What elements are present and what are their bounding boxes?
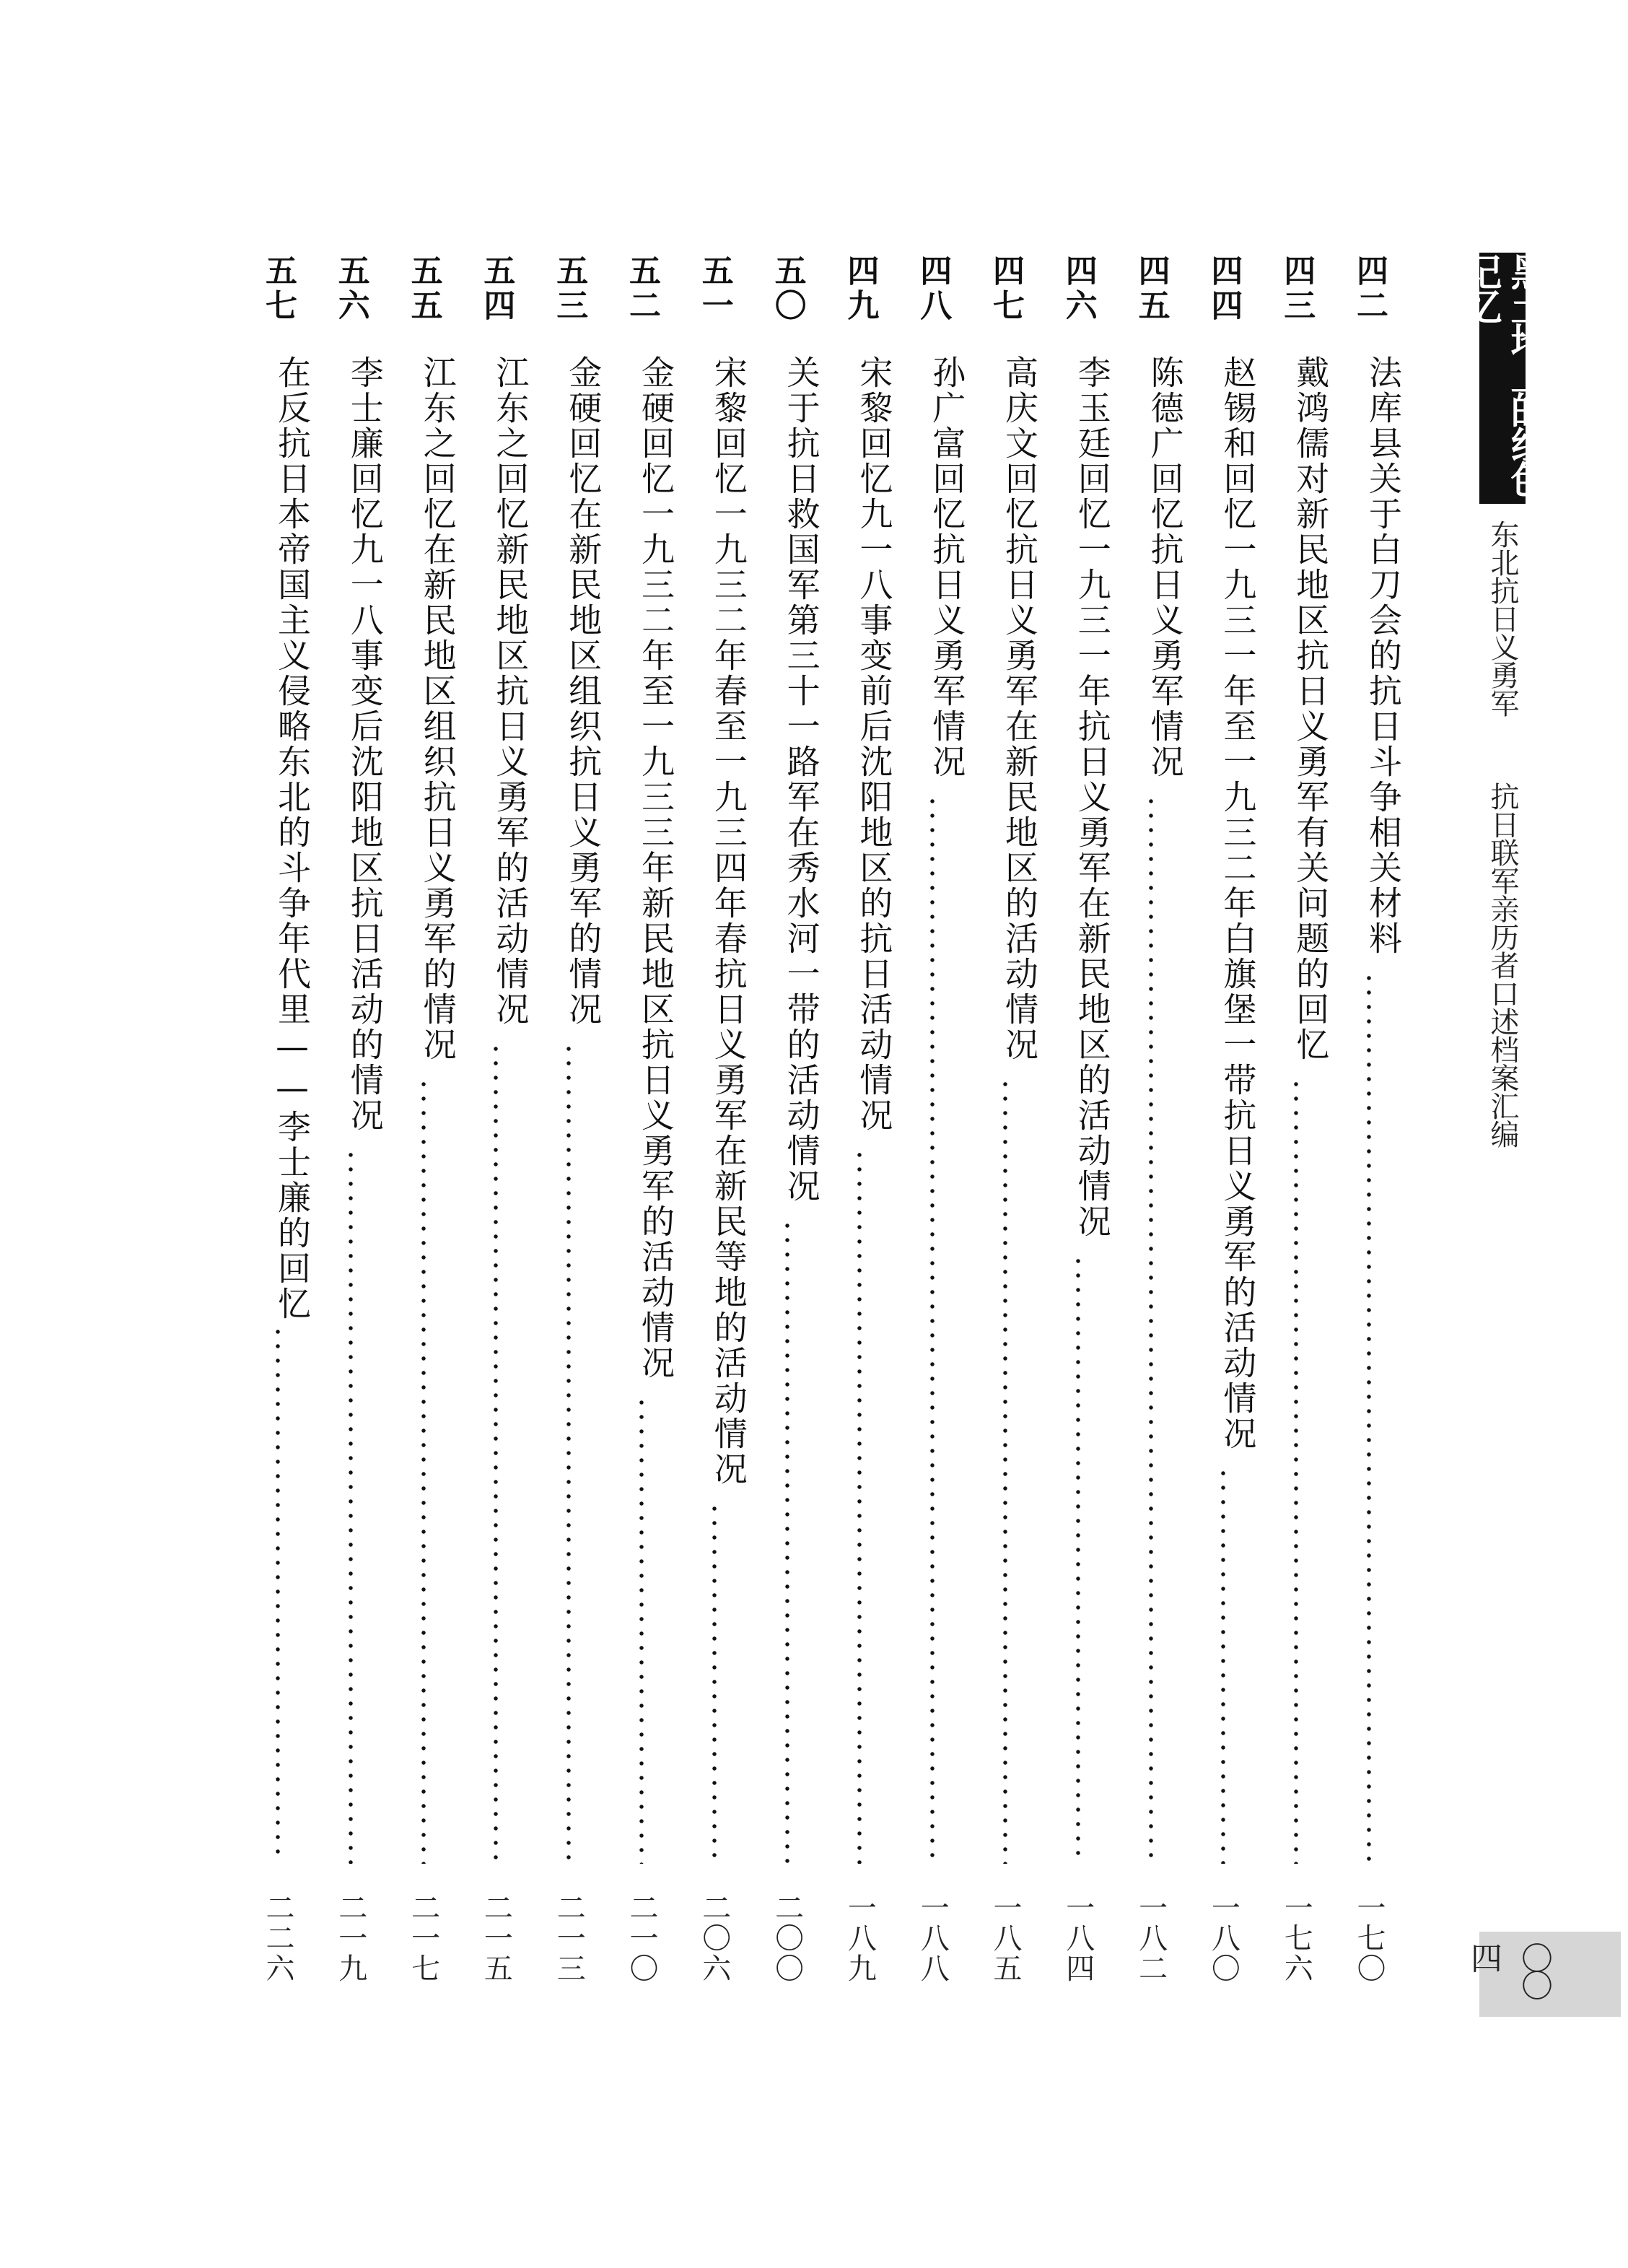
entry-page-number: 一八九 [843, 1893, 877, 1984]
entry-title: 江东之回忆新民地区抗日义勇军的活动情况 [491, 355, 530, 1027]
leader-dots [1075, 1254, 1082, 1864]
entry-number: 五一 [696, 254, 733, 323]
entry-number: 四四 [1205, 254, 1243, 323]
entry-title: 赵锡和回忆一九三一年至一九三二年白旗堡一带抗日义勇军的活动情况 [1218, 355, 1258, 1452]
toc-entry[interactable] [1336, 254, 1401, 2030]
entry-number: 五七 [260, 254, 297, 323]
toc-entry[interactable] [536, 254, 601, 2030]
entry-number: 四六 [1059, 254, 1097, 323]
running-header-subtitle: 东北抗日义勇军 抗日联军亲历者口述档案汇编 [1486, 520, 1519, 1148]
entry-page-number: 二〇〇 [770, 1893, 804, 1984]
leader-dots [274, 1325, 281, 1864]
toc-entry[interactable] [973, 254, 1038, 2030]
entry-page-number: 二二六 [261, 1893, 294, 1984]
entry-number: 五〇 [769, 254, 806, 323]
entry-number: 四八 [914, 254, 952, 323]
running-header-title: 黑土地上的红色记忆 [1479, 253, 1526, 504]
toc-entry[interactable] [609, 254, 674, 2030]
leader-dots [929, 794, 936, 1864]
entry-page-number: 二一五 [479, 1893, 513, 1984]
entry-page-number: 一七〇 [1352, 1893, 1386, 1984]
toc-entry[interactable] [1264, 254, 1329, 2030]
entry-number: 五三 [551, 254, 588, 323]
entry-title: 法库县关于白刀会的抗日斗争相关材料 [1364, 355, 1403, 956]
entry-title: 李玉廷回忆一九三一年抗日义勇军在新民地区的活动情况 [1072, 355, 1112, 1239]
entry-number: 四三 [1278, 254, 1316, 323]
leader-dots [638, 1395, 645, 1864]
entry-page-number: 二一九 [333, 1893, 367, 1984]
entry-title: 李士廉回忆九一八事变后沈阳地区抗日活动的情况 [345, 355, 385, 1133]
leader-dots [856, 1148, 863, 1864]
entry-title: 江东之回忆在新民地区组织抗日义勇军的情况 [418, 355, 458, 1063]
entry-page-number: 二一七 [406, 1893, 440, 1984]
entry-page-number: 一七六 [1279, 1893, 1313, 1984]
entry-number: 四七 [987, 254, 1024, 323]
leader-dots [565, 1042, 572, 1864]
toc-entry[interactable] [318, 254, 383, 2030]
entry-page-number: 一八五 [989, 1893, 1022, 1984]
entry-number: 五六 [332, 254, 369, 323]
toc-entry[interactable] [755, 254, 820, 2030]
leader-dots [492, 1042, 499, 1864]
leader-dots [1147, 794, 1155, 1864]
toc-entry[interactable] [1191, 254, 1256, 2030]
entry-page-number: 二一三 [552, 1893, 586, 1984]
entry-page-number: 一八八 [916, 1893, 950, 1984]
toc-entry[interactable] [682, 254, 747, 2030]
entry-number: 四五 [1132, 254, 1170, 323]
entry-number: 五二 [623, 254, 660, 323]
leader-dots [711, 1501, 718, 1864]
toc-entry[interactable] [1119, 254, 1183, 2030]
entry-page-number: 一八〇 [1207, 1893, 1240, 1984]
entry-title: 孙广富回忆抗日义勇军情况 [927, 355, 967, 780]
entry-page-number: 一八二 [1134, 1893, 1168, 1984]
entry-title: 金硬回忆在新民地区组织抗日义勇军的情况 [564, 355, 603, 1027]
entry-number: 四九 [841, 254, 879, 323]
leader-dots [1220, 1466, 1227, 1864]
leader-dots [1292, 1077, 1300, 1864]
page-number: 〇〇四 [1465, 1942, 1552, 1997]
toc-entry[interactable] [1046, 254, 1111, 2030]
entry-number: 五五 [405, 254, 442, 323]
entry-number: 四二 [1351, 254, 1388, 323]
entry-title: 宋黎回忆九一八事变前后沈阳地区的抗日活动情况 [854, 355, 894, 1133]
entry-title: 高庆文回忆抗日义勇军在新民地区的活动情况 [1000, 355, 1039, 1063]
leader-dots [1365, 971, 1373, 1864]
leader-dots [1002, 1077, 1009, 1864]
toc-entry[interactable] [827, 254, 892, 2030]
entry-title: 金硬回忆一九三二年至一九三三年新民地区抗日义勇军的活动情况 [636, 355, 675, 1381]
leader-dots [420, 1077, 427, 1864]
entry-title: 关于抗日救国军第三十一路军在秀水河一带的活动情况 [782, 355, 821, 1204]
leader-dots [347, 1148, 354, 1864]
toc-entry[interactable] [391, 254, 456, 2030]
entry-page-number: 一八四 [1061, 1893, 1095, 1984]
entry-page-number: 二一〇 [625, 1893, 658, 1984]
toc-entry[interactable] [245, 254, 310, 2030]
entry-number: 五四 [478, 254, 515, 323]
entry-title: 在反抗日本帝国主义侵略东北的斗争年代里——李士廉的回忆 [273, 355, 312, 1322]
toc-entry[interactable] [900, 254, 965, 2030]
entry-title: 戴鸿儒对新民地区抗日义勇军有关问题的回忆 [1291, 355, 1331, 1063]
entry-title: 陈德广回忆抗日义勇军情况 [1145, 355, 1185, 780]
toc-entry[interactable] [463, 254, 528, 2030]
leader-dots [784, 1218, 791, 1864]
entry-page-number: 二〇六 [697, 1893, 731, 1984]
entry-title: 宋黎回忆一九三二年春至一九三四年春抗日义勇军在新民等地的活动情况 [709, 355, 748, 1487]
